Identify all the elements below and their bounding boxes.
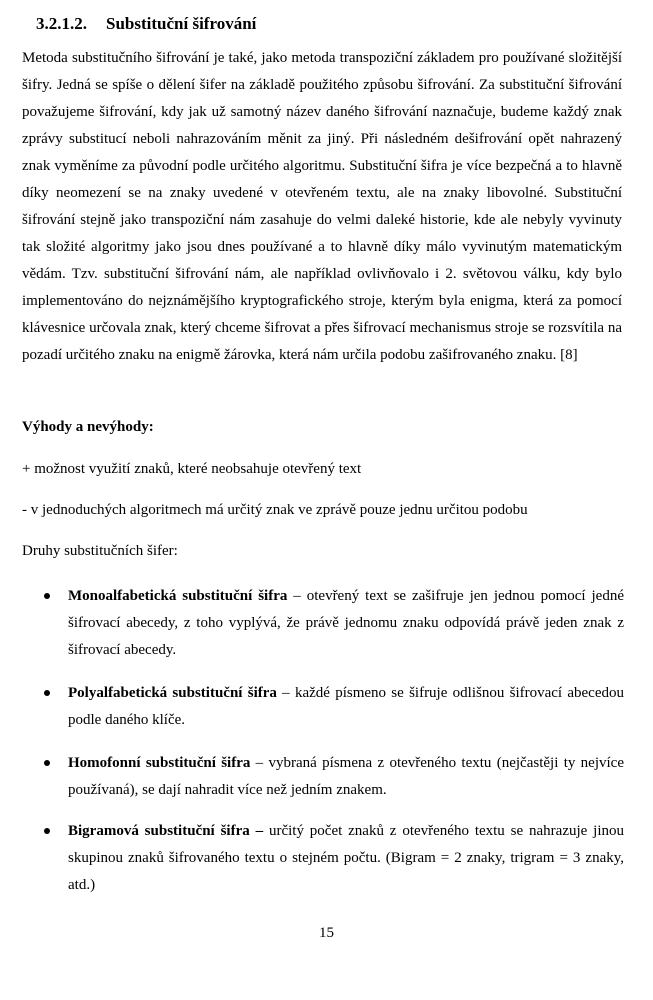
list-item	[68, 680, 624, 734]
list-item	[68, 818, 624, 899]
bullet-icon	[44, 593, 50, 599]
list-item-term: Bigramová substituční šifra –	[68, 823, 264, 839]
bullet-icon	[44, 760, 50, 766]
types-heading: Druhy substitučních šifer:	[22, 543, 178, 559]
list-item-term: Homofonní substituční šifra	[68, 755, 251, 771]
section-heading	[36, 14, 256, 34]
list-item-text: – otevřený text se zašifruje jen jednou pomocí jedné šifrovací abecedy, z toho vyplývá, že právě jednomu znaku odpovídá právě jeden znak z šifrovací abecedy.	[68, 588, 624, 658]
section-title: Substituční šifrování	[106, 14, 257, 33]
list-item-term: Polyalfabetická substituční šifra	[68, 685, 277, 701]
bullet-icon	[44, 828, 50, 834]
page-number: 15	[319, 925, 334, 941]
body-paragraph: Metoda substitučního šifrování je také, jako metoda transpoziční základem pro používané složitější šifry. Jedná se spíše o dělení šifer na základě použitého způsobu šifrování. Za substituční šifrování považujeme šifrování, kdy jak už samotný název daného šifrování naznačuje, budeme každý znak zprávy substitucí neboli nahrazováním měnit za jiný. Při následném dešifrování opět nahrazený znak vyměníme za původní podle určitého algoritmu. Substituční šifra je více bezpečná a to hlavně díky neomezení se na znaky uvedené v otevřeném textu, ale na znaky libovolné. Substituční šifrování stejně jako transpoziční nám zasahuje do velmi daleké historie, kde ale nebyly vyvinuty tak složité algoritmy jako jsou dnes používané a to hlavně díky málo vyvinutým matematickým vědám. Tzv. substituční šifrování nám, ale například ovlivňovalo i 2. světovou válku, kdy bylo implementováno do nejznámějšího kryptografického stroje, kterým byla enigma, která za pomocí klávesnice určovala znak, který chceme šifrovat a přes šifrovací mechanismus stroje se rozsvítila na pozadí určitého znaku na enigmě žárovka, která nám určila podobu zašifrovaného znaku. [8]	[22, 50, 622, 363]
section-number: 3.2.1.2.	[36, 14, 87, 33]
pros-cons-heading: Výhody a nevýhody:	[22, 419, 154, 435]
list-item-term: Monoalfabetická substituční šifra	[68, 588, 288, 604]
list-item-text: – vybraná písmena z otevřeného textu (nejčastěji ty nejvíce používaná), se dají nahradit více než jedním znakem.	[68, 755, 624, 798]
list-item-text: určitý počet znaků z otevřeného textu se nahrazuje jinou skupinou znaků šifrovaného textu o stejném počtu. (Bigram = 2 znaky, trigram = 3 znaky, atd.)	[68, 823, 625, 893]
list-item-text: – každé písmeno se šifruje odlišnou šifrovací abecedou podle daného klíče.	[68, 685, 624, 728]
advantage-line: + možnost využití znaků, které neobsahuje otevřený text	[22, 461, 362, 477]
disadvantage-line: - v jednoduchých algoritmech má určitý znak ve zprávě pouze jednu určitou podobu	[22, 502, 528, 518]
bullet-icon	[44, 690, 50, 696]
list-item	[68, 750, 624, 804]
list-item	[68, 583, 624, 664]
